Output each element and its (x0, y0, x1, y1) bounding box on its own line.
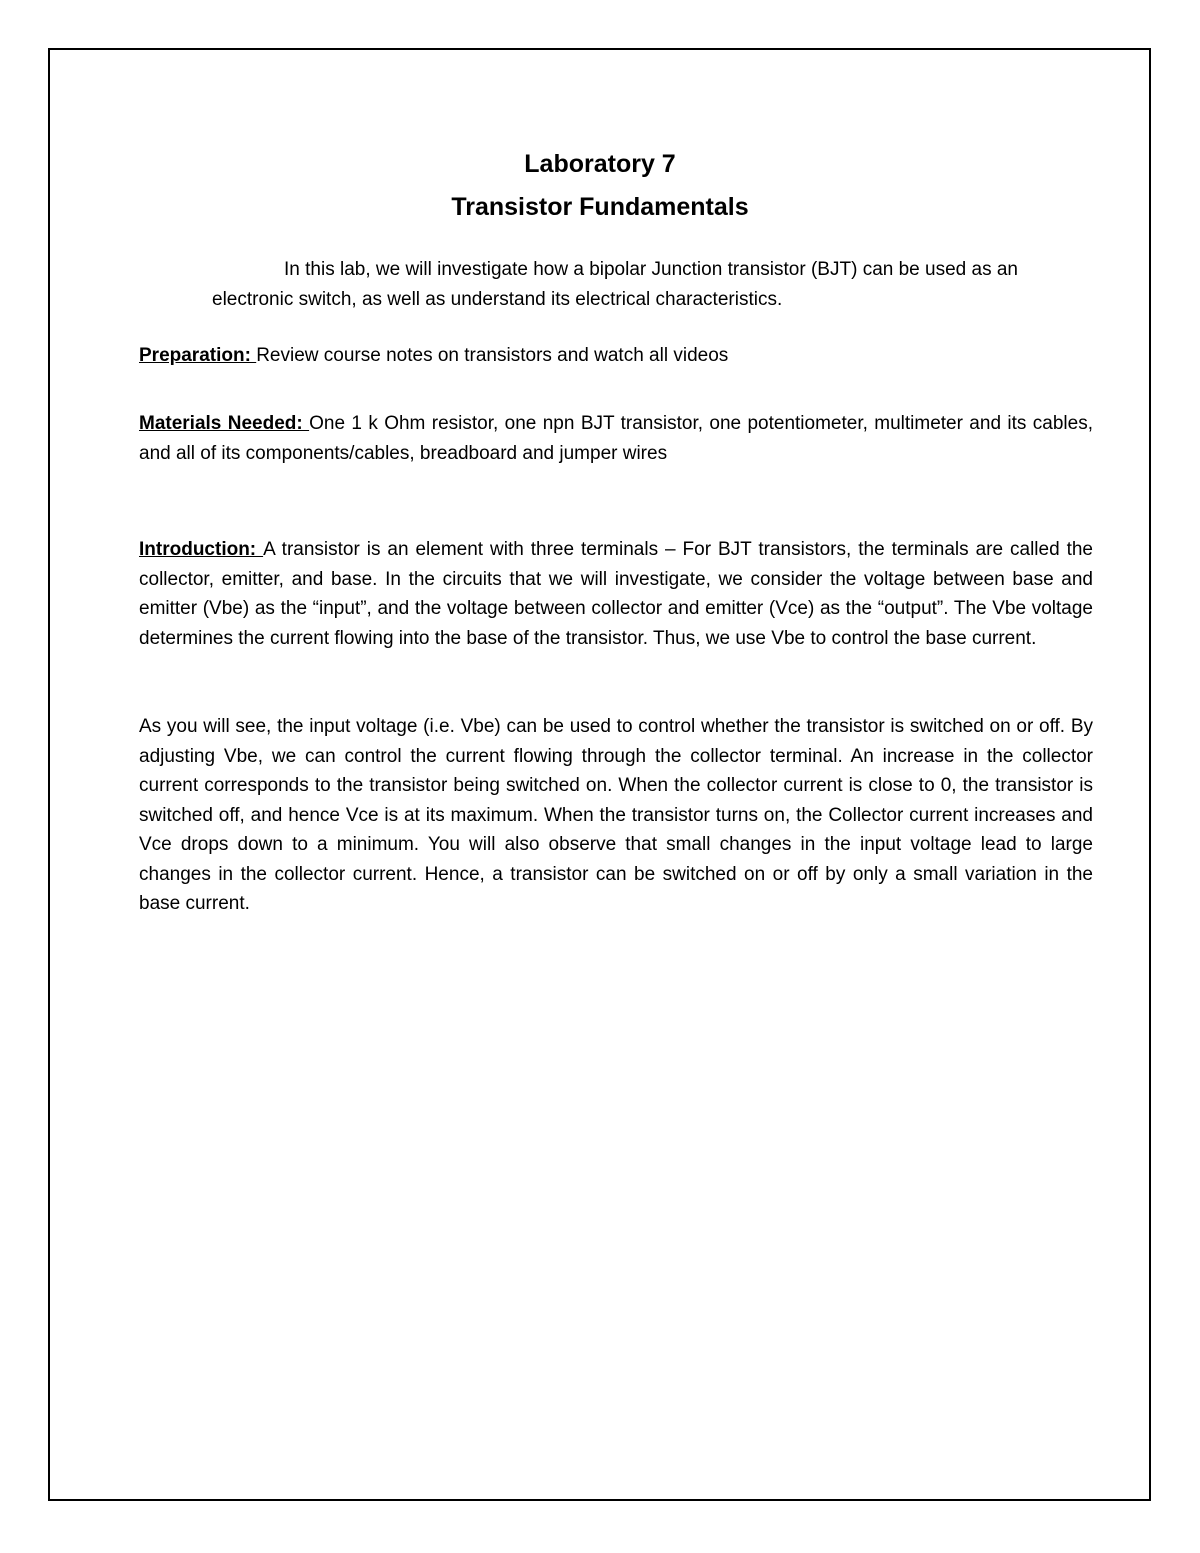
preparation-label: Preparation: (139, 345, 257, 366)
materials-text: One 1 k Ohm resistor, one npn BJT transistor, one potentiometer, multimeter and its cables, and all of its components/cables, breadboard and jumper wires (139, 413, 1093, 464)
introduction-text: A transistor is an element with three terminals – For BJT transistors, the terminals are called the collector, emitter, and base. In the circuits that we will investigate, we consider the voltage between base and emitter (Vbe) as the “input”, and the voltage between collector and emitter (Vce) as the “output”. The Vbe voltage determines the current flowing into the base of the transistor. Thus, we use Vbe to control the base current. (139, 539, 1094, 649)
abstract-paragraph: In this lab, we will investigate how a bipolar Junction transistor (BJT) can be used as an electronic switch, as well as understand its electrical characteristics. (212, 259, 1018, 310)
preparation-section (139, 341, 1093, 371)
introduction-label: Introduction: (139, 539, 264, 560)
materials-label: Materials Needed: (139, 413, 310, 434)
page-title: Laboratory 7 (524, 150, 676, 178)
introduction-section (139, 535, 1093, 653)
body-paragraph: As you will see, the input voltage (i.e. Vbe) can be used to control whether the transistor is switched on or off. By adjusting Vbe, we can control the current flowing through the collector terminal. An increase in the collector current corresponds to the transistor being switched on. When the collector current is close to 0, the transistor is switched off, and hence Vce is at its maximum. When the transistor turns on, the Collector current increases and Vce drops down to a minimum. You will also observe that small changes in the input voltage lead to large changes in the collector current. Hence, a transistor can be switched on or off by only a small variation in the base current. (139, 716, 1093, 914)
page-subtitle: Transistor Fundamentals (451, 193, 749, 221)
preparation-text: Review course notes on transistors and watch all videos (256, 345, 729, 366)
materials-section (139, 409, 1093, 468)
